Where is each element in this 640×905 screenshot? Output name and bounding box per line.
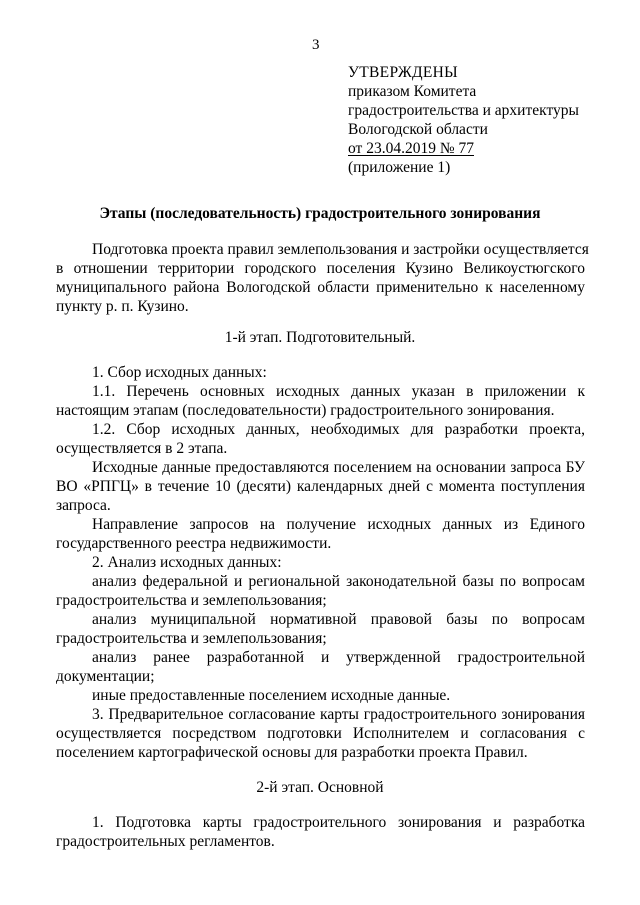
- text-line: поселением картографической основы для разработки проекта Правил.: [56, 744, 528, 761]
- text-line: анализ ранее разработанной и утвержденной градостроительной: [92, 649, 585, 666]
- text-line: государственного реестра недвижимости.: [56, 535, 332, 552]
- text-line: осуществляется в 2 этапа.: [56, 440, 228, 457]
- text-line: градостроительства и землепользования;: [56, 592, 327, 609]
- text-line: ВО «РПГЦ» в течение 10 (десяти) календарных дней с момента поступления: [56, 478, 585, 495]
- text-line: Направление запросов на получение исходных данных из Единого: [92, 516, 585, 533]
- approval-line: градостроительства и архитектуры: [348, 102, 579, 119]
- approval-title: УТВЕРЖДЕНЫ: [348, 64, 458, 81]
- text-line: анализ федеральной и региональной законодательной базы по вопросам: [92, 573, 585, 590]
- approval-line: (приложение 1): [348, 159, 451, 176]
- stage-2-title: 2-й этап. Основной: [256, 779, 384, 796]
- text-line: муниципального района Вологодской области применительно к населенному: [56, 279, 585, 296]
- text-line: настоящим этапам (последовательности) градостроительного зонирования.: [56, 402, 555, 419]
- text-line: 1.2. Сбор исходных данных, необходимых для разработки проекта,: [92, 421, 585, 438]
- stage-1-title: 1-й этап. Подготовительный.: [224, 329, 416, 346]
- text-line: градостроительства и землепользования;: [56, 630, 327, 647]
- text-line: 3. Предварительное согласование карты градостроительного зонирования: [92, 706, 585, 723]
- text-line: 2. Анализ исходных данных:: [92, 554, 282, 571]
- text-line: пункту р. п. Кузино.: [56, 298, 189, 315]
- text-line: осуществляется посредством подготовки Исполнителем и согласования с: [56, 725, 585, 742]
- text-line: градостроительных регламентов.: [56, 833, 275, 850]
- text-line: в отношении территории городского поселения Кузино Великоустюгского: [56, 260, 585, 277]
- approval-line: Вологодской области: [348, 121, 488, 138]
- text-line: 1.1. Перечень основных исходных данных указан в приложении к: [92, 383, 585, 400]
- text-line: Подготовка проекта правил землепользования и застройки осуществляется: [92, 241, 589, 258]
- approval-line: приказом Комитета: [348, 83, 477, 100]
- text-line: 1. Сбор исходных данных:: [92, 364, 267, 381]
- page-number: 3: [312, 37, 320, 53]
- text-line: иные предоставленные поселением исходные данные.: [92, 687, 451, 704]
- text-line: анализ муниципальной нормативной правовой базы по вопросам: [92, 611, 585, 628]
- document-heading: Этапы (последовательность) градостроительного зонирования: [99, 205, 541, 222]
- text-line: документации;: [56, 668, 155, 685]
- approval-order-date: от 23.04.2019 № 77: [348, 140, 474, 157]
- text-line: запроса.: [56, 497, 111, 514]
- text-line: Исходные данные предоставляются поселением на основании запроса БУ: [92, 459, 585, 476]
- text-line: 1. Подготовка карты градостроительного зонирования и разработка: [92, 814, 585, 831]
